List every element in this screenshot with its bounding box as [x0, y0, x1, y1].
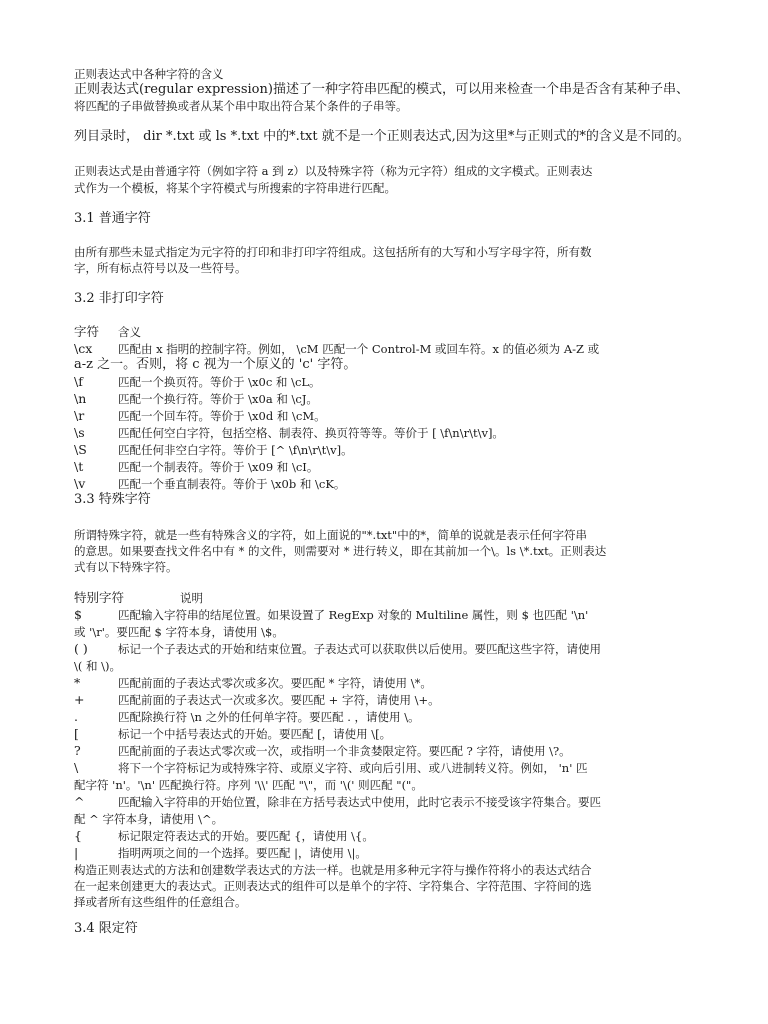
s33-line-2: 的意思。如果要查找文件名中有 * 的文件，则需要对 * 进行转义，即在其前加一个\。ls \*.txt。正则表达 [74, 544, 607, 558]
key-n: \n [74, 391, 87, 406]
key-caret: ^ [74, 794, 85, 809]
desc-brace: 标记限定符表达式的开始。要匹配 {，请使用 \{。 [118, 829, 374, 843]
key-v: \v [74, 476, 86, 491]
desc-star: 匹配前面的子表达式零次或多次。要匹配 * 字符，请使用 \*。 [118, 676, 432, 690]
key-question: ? [74, 743, 81, 758]
desc-paren-1: 标记一个子表达式的开始和结束位置。子表达式可以获取供以后使用。要匹配这些字符，请使用 [118, 642, 601, 656]
key-bracket: [ [74, 726, 79, 741]
outro-line-1: 构造正则表达式的方法和创建数学表达式的方法一样。也就是用多种元字符与操作符将小的表达式结合 [74, 863, 592, 877]
intro-line-5: 式作为一个模板，将某个字符模式与所搜索的字符串进行匹配。 [74, 181, 396, 195]
desc-dollar-2: 或 '\r'。要匹配 $ 字符本身，请使用 \$。 [74, 625, 284, 639]
desc-backslash-1: 将下一个字符标记为或特殊字符、或原义字符、或向后引用、或八进制转义符。例如， 'n' 匹 [118, 761, 588, 775]
section-3-1-heading: 3.1 普通字符 [74, 211, 151, 226]
s32-col-meaning: 含义 [118, 325, 141, 339]
s33-line-1: 所谓特殊字符，就是一些有特殊含义的字符，如上面说的"*.txt"中的*，简单的说就是表示任何字符串 [74, 528, 587, 542]
intro-line-2: 将匹配的子串做替换或者从某个串中取出符合某个条件的子串等。 [74, 99, 408, 113]
desc-f: 匹配一个换页符。等价于 \x0c 和 \cL。 [118, 375, 321, 389]
s33-line-3: 式有以下特殊字符。 [74, 560, 178, 574]
intro-line-1: 正则表达式(regular expression)描述了一种字符串匹配的模式，可以用来检查一个串是否含有某种子串、 [74, 82, 689, 97]
s33-col-char: 特别字符 [74, 590, 125, 605]
key-cx: \cx [74, 341, 93, 356]
section-3-2-heading: 3.2 非打印字符 [74, 291, 164, 306]
key-brace: { [74, 828, 82, 843]
desc-pipe: 指明两项之间的一个选择。要匹配 |，请使用 \|。 [118, 846, 367, 860]
key-pipe: | [74, 845, 79, 860]
outro-line-3: 择或者所有这些组件的任意组合。 [74, 895, 247, 909]
s31-line-2: 字，所有标点符号以及一些符号。 [74, 261, 247, 275]
key-s: \s [74, 425, 85, 440]
desc-r: 匹配一个回车符。等价于 \x0d 和 \cM。 [118, 409, 326, 423]
key-paren: ( ) [74, 641, 88, 656]
key-star: * [74, 675, 81, 690]
key-f: \f [74, 374, 83, 389]
desc-backslash-2: 配字符 'n'。'\n' 匹配换行符。序列 '\\' 匹配 "\"，而 '\(' 则匹配 "("。 [74, 778, 423, 792]
desc-v: 匹配一个垂直制表符。等价于 \x0b 和 \cK。 [118, 477, 346, 491]
intro-line-3: 列目录时， dir *.txt 或 ls *.txt 中的*.txt 就不是一个正则表达式,因为这里*与正则式的*的含义是不同的。 [74, 129, 690, 144]
desc-dot: 匹配除换行符 \n 之外的任何单字符。要匹配 . ，请使用 \。 [118, 710, 420, 724]
key-plus: + [74, 692, 85, 707]
desc-caret-1: 匹配输入字符串的开始位置，除非在方括号表达式中使用，此时它表示不接受该字符集合。要匹 [118, 795, 601, 809]
s33-col-desc: 说明 [180, 591, 203, 605]
doc-title: 正则表达式中各种字符的含义 [74, 67, 224, 81]
desc-S: 匹配任何非空白字符。等价于 [^ \f\n\r\t\v]。 [118, 443, 353, 457]
desc-n: 匹配一个换行符。等价于 \x0a 和 \cJ。 [118, 392, 318, 406]
section-3-3-heading: 3.3 特殊字符 [74, 492, 151, 507]
key-dollar: $ [74, 607, 82, 622]
s31-line-1: 由所有那些未显式指定为元字符的打印和非打印字符组成。这包括所有的大写和小写字母字符，所有数 [74, 245, 592, 259]
desc-plus: 匹配前面的子表达式一次或多次。要匹配 + 字符，请使用 \+。 [118, 693, 440, 707]
desc-s: 匹配任何空白字符，包括空格、制表符、换页符等等。等价于 [ \f\n\r\t\v]。 [118, 426, 504, 440]
key-r: \r [74, 408, 85, 423]
key-backslash: \ [74, 760, 79, 775]
desc-paren-2: \( 和 \)。 [74, 659, 122, 673]
desc-cx-2: a-z 之一。否则，将 c 视为一个原义的 'c' 字符。 [74, 357, 357, 372]
desc-dollar-1: 匹配输入字符串的结尾位置。如果设置了 RegExp 对象的 Multiline 属性，则 $ 也匹配 '\n' [118, 608, 589, 622]
key-t: \t [74, 459, 84, 474]
desc-bracket: 标记一个中括号表达式的开始。要匹配 [，请使用 \[。 [118, 727, 392, 741]
desc-cx-1: 匹配由 x 指明的控制字符。例如， \cM 匹配一个 Control-M 或回车符。x 的值必须为 A-Z 或 [118, 342, 600, 356]
section-3-4-heading: 3.4 限定符 [74, 921, 138, 936]
s32-col-char: 字符 [74, 324, 100, 339]
key-S: \S [74, 442, 87, 457]
outro-line-2: 在一起来创建更大的表达式。正则表达式的组件可以是单个的字符、字符集合、字符范围、字符间的选 [74, 879, 592, 893]
desc-t: 匹配一个制表符。等价于 \x09 和 \cI。 [118, 460, 319, 474]
desc-caret-2: 配 ^ 字符本身，请使用 \^。 [74, 812, 224, 826]
intro-line-4: 正则表达式是由普通字符（例如字符 a 到 z）以及特殊字符（称为元字符）组成的文字模式。正则表达 [74, 164, 593, 178]
desc-question: 匹配前面的子表达式零次或一次，或指明一个非贪婪限定符。要匹配 ? 字符，请使用 \?。 [118, 744, 571, 758]
key-dot: . [74, 709, 78, 724]
